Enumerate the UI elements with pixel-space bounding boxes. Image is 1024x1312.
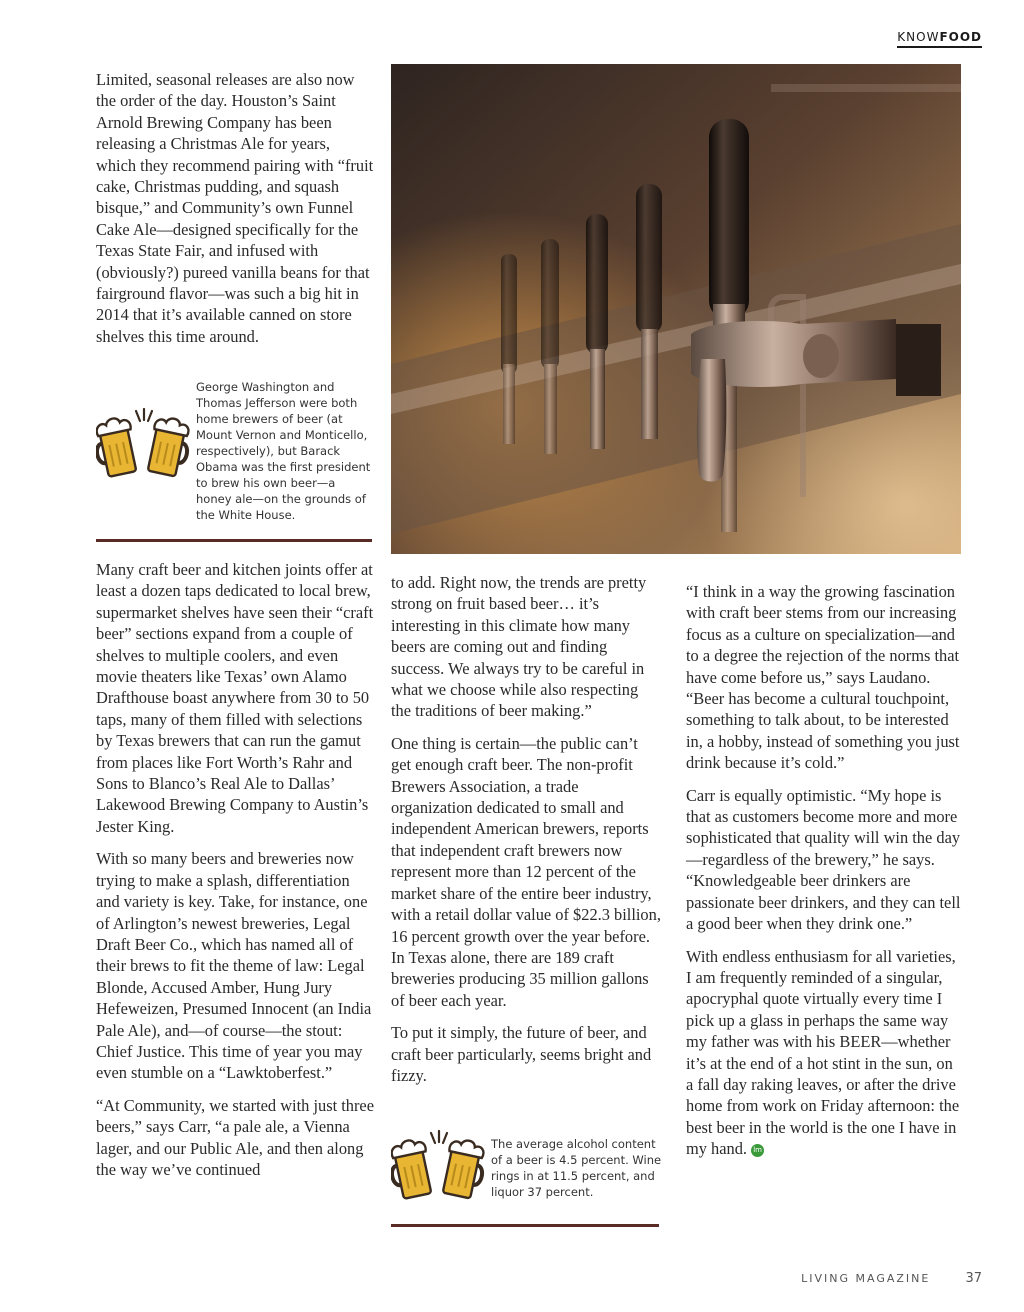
section-header-food: FOOD [939, 30, 982, 44]
section-header [897, 30, 982, 48]
paragraph-text: With endless enthusiasm for all varieties, I am frequently reminded of a singular, apocryphal quote virtually every time I pick up a glass in perhaps the same way my father was with his BEER—whether it’s at the end of a hot stint in the sun, on a fall day raking leaves, or after the drive home from work on Friday afternoon: the best beer in the world is the one I have in my hand. [686, 946, 960, 1159]
sidebar-text: The average alcohol content of a beer is 4.5 percent. Wine rings in at 11.5 percent, and liquor 37 percent. [491, 1137, 662, 1199]
paragraph: Limited, seasonal releases are also now the order of the day. Houston’s Saint Arnold Brewing Company has been releasing a Christmas Ale for years, which they recommend pairing with “fruit cake, Christmas pudding, and squash bisque,” and Community’s own Funnel Cake Ale—designed specifically for the Texas State Fair, and infused with (obviously?) pureed vanilla beans for that fairground flavor—was such a big hit in 2014 that it’s available canned on store shelves this time around. [96, 70, 374, 346]
column-3 [686, 581, 962, 1171]
column-1-top [96, 69, 374, 358]
paragraph: “I think in a way the growing fascination with craft beer stems from our increasing focus as a culture on specialization—and to a degree the rejection of the norms that have come before us,” says Laudano. “Beer has become a cultural touchpoint, something to talk about, to be interested in, a hobby, instead of something you just drink because it’s cold.” [686, 582, 960, 773]
end-mark-icon: lm [751, 1144, 764, 1157]
paragraph: to add. Right now, the trends are pretty strong on fruit based beer… it’s interesting in this climate how many beers are coming out and finding success. We always try to be careful in what we choose while also respecting the traditions of beer making.” [391, 573, 647, 721]
paragraph: Carr is equally optimistic. “My hope is that as customers become more and more sophisticated that quality will win the day—regardless of the brewery,” he says. “Knowledgeable beer drinkers are passionate beer drinkers, and they can tell a good beer when they drink one.” [686, 785, 961, 934]
magazine-name: LIVING MAGAZINE [801, 1272, 931, 1285]
beer-toast-icon [96, 407, 192, 491]
beer-taps-photo [391, 64, 961, 554]
sidebar-text: George Washington and Thomas Jefferson were both home brewers of beer (at Mount Vernon and Monticello, respectively), but Barack Obama was the first president to brew his own beer—a honey ale—on the grounds of the White House. [196, 380, 371, 522]
paragraph: One thing is certain—the public can’t get enough craft beer. The non-profit Brewers Association, a trade organization dedicated to small and independent American brewers, reports that independent craft brewers now represent more than 12 percent of the market share of the entire beer industry, with a retail dollar value of $22.3 billion, 16 percent growth over the year before. In Texas alone, there are 189 craft breweries producing 35 million gallons of beer each year. [391, 733, 661, 1010]
page-footer [801, 1267, 982, 1286]
fact-sidebar-1 [96, 379, 372, 542]
section-header-know: KNOW [897, 30, 940, 44]
fact-sidebar-2 [391, 1129, 662, 1227]
beer-toast-icon [391, 1129, 487, 1213]
column-1-bottom [96, 559, 374, 1191]
paragraph [686, 946, 962, 1160]
column-2 [391, 572, 661, 1097]
page-number: 37 [965, 1271, 982, 1286]
paragraph: “At Community, we started with just three beers,” says Carr, “a pale ale, a Vienna lager, and our Public Ale, and then along the way we’ve continued [96, 1095, 374, 1179]
paragraph: Many craft beer and kitchen joints offer at least a dozen taps dedicated to local brew, supermarket shelves have seen their “craft beer” sections expand from a couple of shelves to multiple coolers, and even movie theaters like Texas’ own Alamo Drafthouse boast anywhere from 30 to 50 taps, many of them filled with selections by Texas brewers that can run the gamut from places like Fort Worth’s Rahr and Sons to Blanco’s Real Ale to Dallas’ Lakewood Brewing Company to Austin’s Jester King. [96, 560, 374, 836]
paragraph: With so many beers and breweries now trying to make a splash, differentiation and variety is key. Take, for instance, one of Arlington’s newest breweries, Legal Draft Beer Co., which has named all of their brews to fit the theme of law: Legal Blonde, Accused Amber, Hung Jury Hefeweizen, Presumed Innocent (an India Pale Ale), and—of course—the stout: Chief Justice. This time of year you may even stumble on a “Lawktoberfest.” [96, 849, 372, 1083]
paragraph: To put it simply, the future of beer, and craft beer particularly, seems bright and fizzy. [391, 1023, 652, 1085]
